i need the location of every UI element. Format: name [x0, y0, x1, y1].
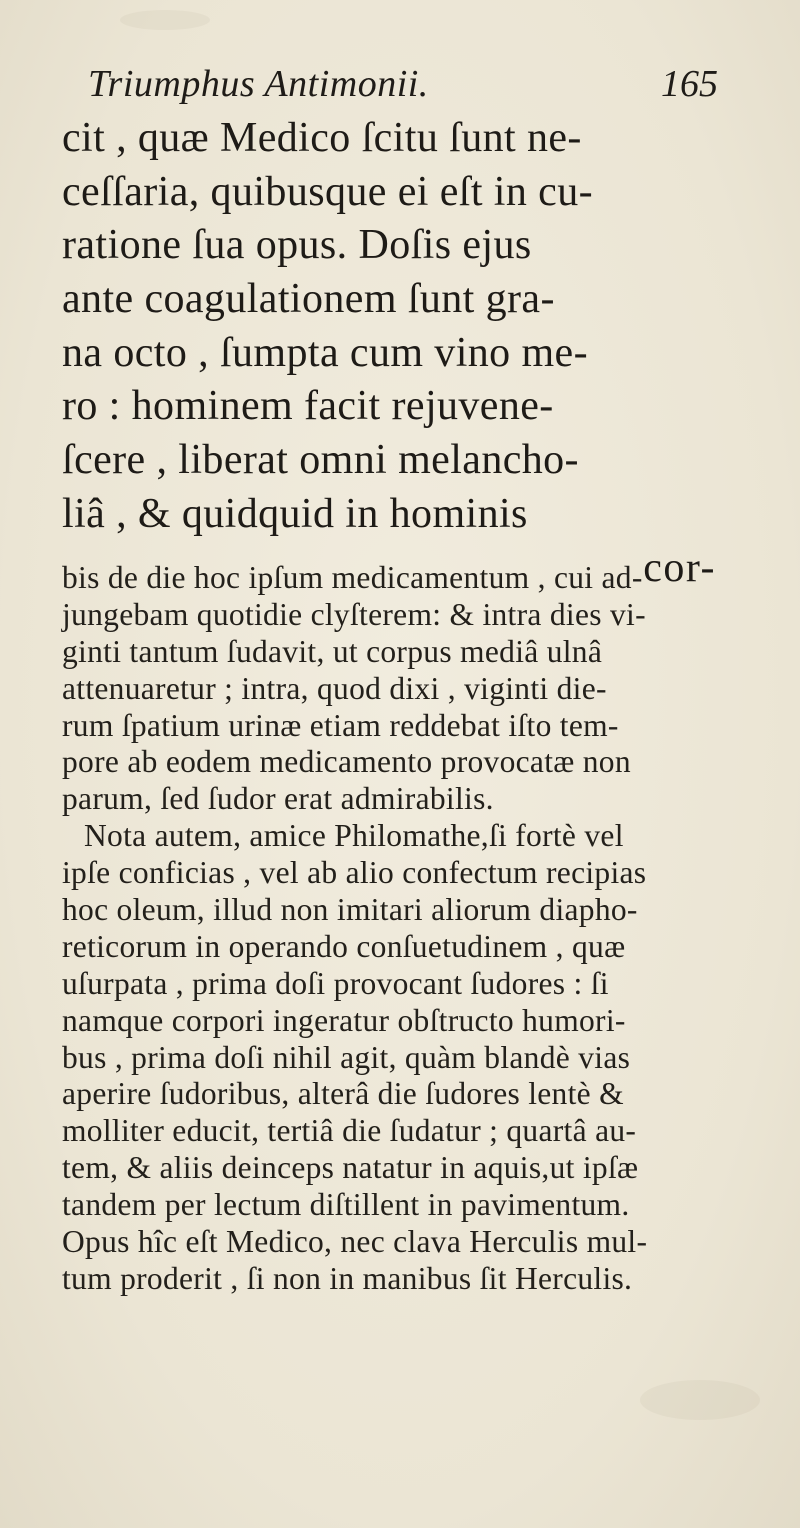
- text-line: molliter educit, tertiâ die ſudatur ; quartâ au-: [62, 1113, 637, 1149]
- text-line: ro : hominem facit rejuvene-: [62, 383, 554, 430]
- paragraph-start-line: Nota autem, amice Philomathe,ſi fortè vel: [84, 818, 624, 854]
- text-line: uſurpata , prima doſi provocant ſudores : ſi: [62, 965, 609, 1001]
- page-number: 165: [661, 63, 718, 105]
- text-line: ante coagulationem ſunt gra-: [62, 276, 555, 323]
- text-line: liâ , & quidquid in hominis: [62, 490, 528, 537]
- text-line: ceſſaria, quibusque ei eſt in cu-: [62, 168, 594, 215]
- text-line: tum proderit , ſi non in manibus ſit Herculis.: [62, 1260, 633, 1296]
- text-line: aperire ſudoribus, alterâ die ſudores lentè &: [62, 1076, 624, 1112]
- main-text-small: [62, 560, 742, 1298]
- text-line: ratione ſua opus. Doſis ejus: [62, 222, 532, 269]
- text-line: reticorum in operando conſuetudinem , quæ: [62, 928, 626, 964]
- text-line: ſcere , liberat omni melancho-: [62, 437, 579, 484]
- text-line: bus , prima doſi nihil agit, quàm blandè vias: [62, 1039, 631, 1075]
- running-header: [88, 62, 718, 108]
- running-title: Triumphus Antimonii.: [88, 63, 429, 105]
- paper-stain: [120, 10, 210, 30]
- text-line: ginti tantum ſudavit, ut corpus mediâ ulnâ: [62, 633, 603, 669]
- text-line: cit , quæ Medico ſcitu ſunt ne-: [62, 115, 582, 161]
- text-line: bis de die hoc ipſum medicamentum , cui ad-: [62, 560, 643, 595]
- text-line: namque corpori ingeratur obſtructo humori-: [62, 1002, 626, 1038]
- text-line: hoc oleum, illud non imitari aliorum diapho-: [62, 892, 638, 928]
- text-line: tem, & aliis deinceps natatur in aquis,ut ipſæ: [62, 1150, 639, 1186]
- text-line: pore ab eodem medicamento provocatæ non: [62, 744, 631, 780]
- text-line: attenuaretur ; intra, quod dixi , viginti die-: [62, 670, 607, 706]
- paper-stain: [640, 1380, 760, 1420]
- text-line: parum, ſed ſudor erat admirabilis.: [62, 781, 494, 817]
- text-line: Opus hîc eſt Medico, nec clava Herculis mul-: [62, 1224, 648, 1260]
- main-text-large: [62, 112, 722, 595]
- catchword: cor-: [643, 544, 716, 591]
- text-line: jungebam quotidie clyſterem: & intra dies vi-: [62, 596, 646, 632]
- text-line: ipſe conficias , vel ab alio confectum recipias: [62, 855, 647, 891]
- text-line: na octo , ſumpta cum vino me-: [62, 329, 588, 376]
- text-line: rum ſpatium urinæ etiam reddebat iſto tem-: [62, 707, 619, 743]
- text-line: tandem per lectum diſtillent in pavimentum.: [62, 1187, 630, 1223]
